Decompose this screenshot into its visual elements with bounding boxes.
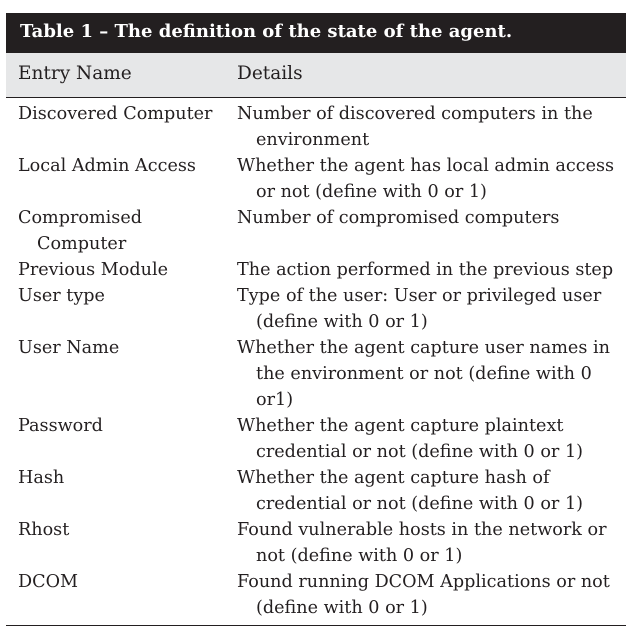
entry-name-cell: Rhost <box>18 520 70 540</box>
table-row <box>0 413 630 465</box>
entry-name-cell: Hash <box>18 468 65 488</box>
table-row <box>0 517 630 569</box>
details-cell: Number of discovered computers in the environment <box>237 104 593 150</box>
details-cell: Whether the agent capture hash of credential or not (define with 0 or 1) <box>237 468 583 514</box>
table-row <box>0 335 630 413</box>
details-cell: Whether the agent capture user names in the environment or not (define with 0 or1) <box>237 338 610 410</box>
details-cell: Type of the user: User or privileged user (define with 0 or 1) <box>237 286 602 332</box>
table-body <box>0 101 630 621</box>
entry-name-cell: User Name <box>18 338 120 358</box>
header-details: Details <box>237 63 303 84</box>
table-row <box>0 205 630 257</box>
header-bottom-rule <box>6 97 626 98</box>
table-caption-bar <box>6 13 626 53</box>
state-definition-table <box>0 13 630 627</box>
details-cell: Found vulnerable hosts in the network or not (define with 0 or 1) <box>237 520 607 566</box>
table-caption: Table 1 – The definition of the state of the agent. <box>20 21 513 42</box>
entry-name-cell: Compromised Computer <box>18 208 143 254</box>
entry-name-cell: Password <box>18 416 103 436</box>
details-cell: The action performed in the previous step <box>237 260 614 280</box>
entry-name-cell: DCOM <box>18 572 79 592</box>
table-row <box>0 283 630 335</box>
table-bottom-rule <box>6 625 626 626</box>
table-row <box>0 465 630 517</box>
entry-name-cell: Discovered Computer <box>18 104 213 124</box>
header-entry-name: Entry Name <box>18 63 132 84</box>
details-cell: Whether the agent has local admin access or not (define with 0 or 1) <box>237 156 615 202</box>
table-row <box>0 153 630 205</box>
entry-name-cell: User type <box>18 286 105 306</box>
entry-name-cell: Previous Module <box>18 260 169 280</box>
details-cell: Whether the agent capture plaintext credential or not (define with 0 or 1) <box>237 416 583 462</box>
entry-name-cell: Local Admin Access <box>18 156 196 176</box>
details-cell: Number of compromised computers <box>237 208 560 228</box>
table-row <box>0 569 630 621</box>
table-row <box>0 101 630 153</box>
table-row <box>0 257 630 283</box>
details-cell: Found running DCOM Applications or not (define with 0 or 1) <box>237 572 610 618</box>
